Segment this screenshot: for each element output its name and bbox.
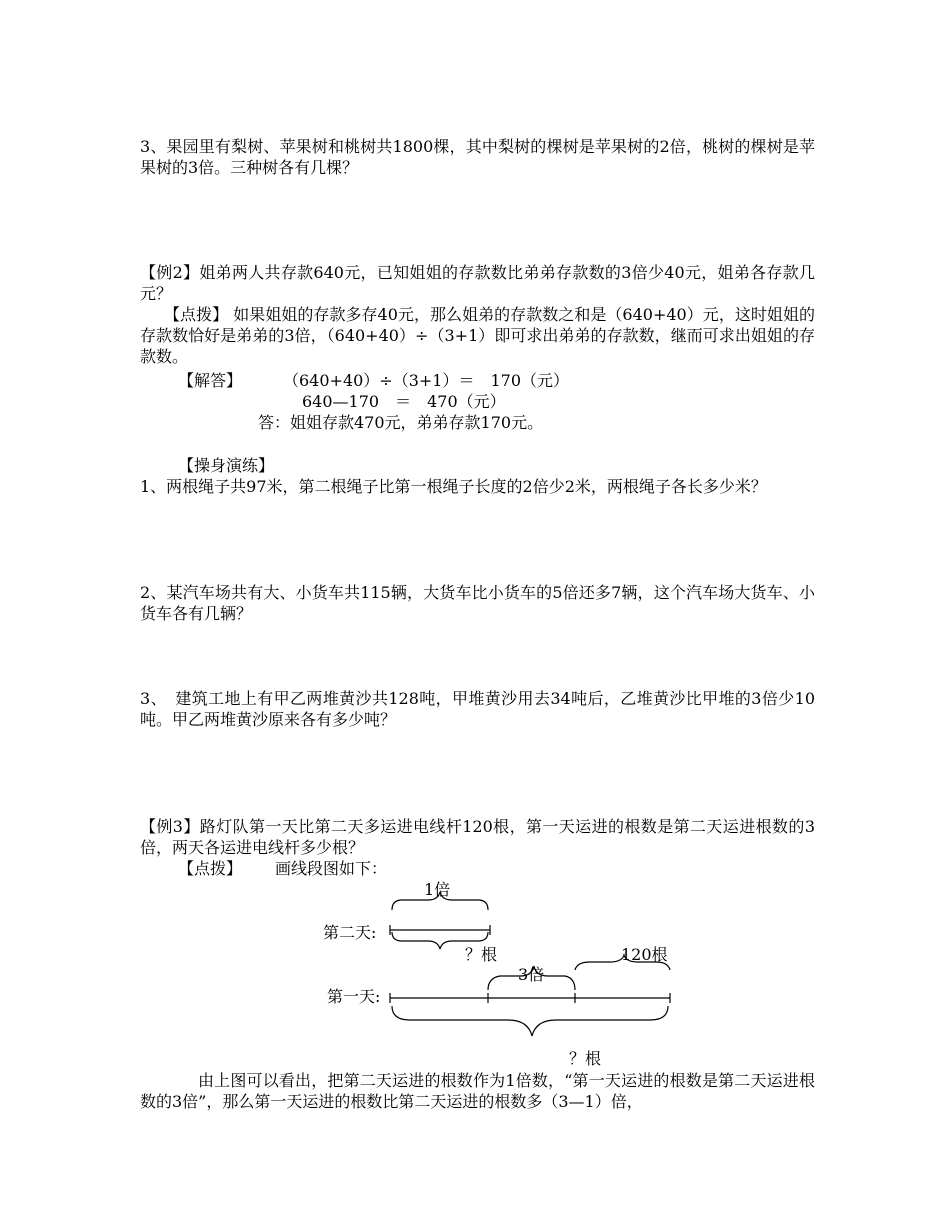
example-3-hint-label: 【点拨】 — [178, 859, 243, 878]
example-2-answer-label: 【解答】 — [178, 371, 243, 390]
label-3x: 3倍 — [518, 965, 545, 984]
example-2-hint: 【点拨】 如果姐姐的存款多存40元，那么姐弟的存款数之和是（640+40）元，这时姐姐的存款数恰好是弟弟的3倍，（640+40）÷（3+1）即可求出弟弟的存款数，继而可求出姐姐的存款数。 — [140, 305, 815, 366]
label-day2: 第二天: — [323, 923, 377, 942]
example-2-final-answer: 答：姐姐存款470元，弟弟存款170元。 — [258, 413, 544, 432]
example-3-hint-text: 画线段图如下： — [275, 859, 388, 878]
label-total-question: ？根 — [569, 1049, 602, 1068]
practice-question-2: 2、某汽车场共有大、小货车共115辆，大货车比小货车的5倍还多7辆，这个汽车场大货车、小货车各有几辆？ — [140, 583, 815, 623]
example-3-explanation: 由上图可以看出，把第二天运进的根数作为1倍数，“第一天运进的根数是第二天运进根数的3倍”，那么第一天运进的根数比第二天运进的根数多（3—1）倍， — [140, 1071, 815, 1111]
label-day2-question: ？根 — [465, 945, 498, 964]
label-day1: 第一天: — [327, 987, 381, 1006]
example-2-step-1: （640+40）÷（3+1）＝ 170（元） — [283, 371, 570, 390]
label-120: 120根 — [621, 945, 668, 964]
practice-heading: 【操身演练】 — [178, 456, 275, 475]
practice-question-3-prev: 3、果园里有梨树、苹果树和桃树共1800棵，其中梨树的棵树是苹果树的2倍，桃树的棵树是苹果树的3倍。三种树各有几棵？ — [140, 137, 815, 177]
brace-day1-total — [392, 1006, 668, 1036]
example-2-step-2: 640—170 ＝ 470（元） — [302, 392, 506, 411]
example-3-question: 【例3】路灯队第一天比第二天多运进电线杆120根，第一天运进的根数是第二天运进根数的3倍，两天各运进电线杆多少根？ — [140, 817, 815, 857]
example-2-question: 【例2】姐弟两人共存款640元，已知姐姐的存款数比弟弟存款数的3倍少40元，姐弟各存款几元？ — [140, 263, 815, 303]
practice-question-3: 3、 建筑工地上有甲乙两堆黄沙共128吨，甲堆黄沙用去34吨后，乙堆黄沙比甲堆的3倍少10吨。甲乙两堆黄沙原来各有多少吨？ — [140, 689, 815, 729]
practice-question-1: 1、两根绳子共97米，第二根绳子比第一根绳子长度的2倍少2米，两根绳子各长多少米？ — [140, 477, 767, 496]
label-1x: 1倍 — [424, 880, 451, 899]
